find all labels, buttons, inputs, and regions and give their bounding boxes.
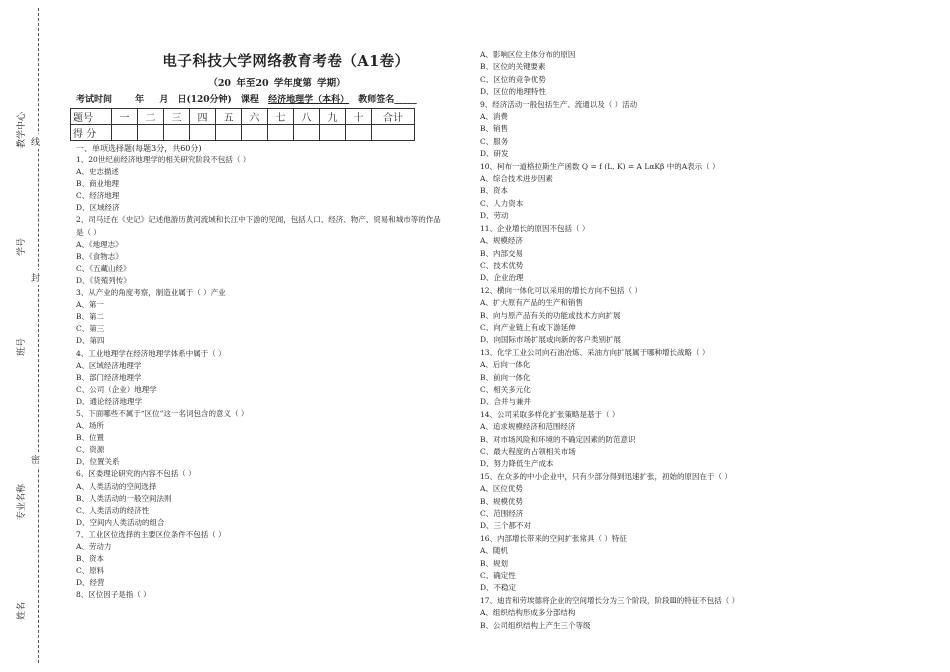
answer-option: A、区位优势 <box>480 484 523 494</box>
exam-info-line <box>76 92 462 105</box>
answer-option: B、人类活动的一般空间法则 <box>76 493 172 503</box>
score-col-4: 四 <box>190 109 216 125</box>
answer-option: A、第一 <box>76 300 104 310</box>
score-table-row2-head: 得 分 <box>71 125 112 141</box>
question-text: 6、区委理论研究的内容不包括（ ） <box>76 469 196 479</box>
score-col-total: 合计 <box>372 109 415 125</box>
answer-option: D、区位的地理特性 <box>480 87 547 97</box>
score-table-row-header <box>71 109 415 125</box>
year-label: 年 <box>135 95 145 105</box>
left-question-list <box>62 154 462 601</box>
day-label: 日(120分钟) <box>177 95 232 105</box>
answer-option: A、消费 <box>480 112 508 122</box>
answer-option: C、确定性 <box>480 571 516 581</box>
course-name: 经济地理学（本科） <box>268 95 350 105</box>
student-id-label: 学号 <box>17 237 27 256</box>
answer-option: D、通论经济地理学 <box>76 396 143 406</box>
section-title: 一、单项选择题(每题3分，共60分) <box>76 144 202 153</box>
answer-option: A、随机 <box>480 546 508 556</box>
answer-option: C、人类活动的经济性 <box>76 505 150 515</box>
score-col-9: 九 <box>320 109 346 125</box>
answer-option: B、规模优势 <box>480 496 524 506</box>
answer-option: B、向与原产品有关的功能或技术方向扩展 <box>480 310 621 320</box>
answer-option: D、经营 <box>76 578 105 588</box>
answer-option: C、最大程度的占领相关市场 <box>480 447 576 456</box>
score-col-2: 二 <box>138 109 164 125</box>
answer-option: B、区位的关键要素 <box>480 62 546 72</box>
score-col-10: 十 <box>346 109 372 125</box>
answer-option: A、区域经济地理学 <box>76 360 142 370</box>
answer-option: B、前向一体化 <box>480 372 531 382</box>
answer-option: B、资本 <box>480 186 509 196</box>
exam-subtitle: （20 年至20 学年度第 学期） <box>208 78 346 89</box>
answer-option: D、向国际市场扩展或向新的客户类别扩展 <box>480 335 622 345</box>
answer-option: D、研发 <box>480 149 509 159</box>
answer-option: A、史志描述 <box>76 167 119 177</box>
answer-option: B、资本 <box>76 554 105 564</box>
score-table <box>70 108 415 141</box>
answer-option: A、后向一体化 <box>480 360 531 370</box>
score-cell[interactable] <box>164 125 190 141</box>
score-cell[interactable] <box>190 125 216 141</box>
score-col-6: 六 <box>242 109 268 125</box>
question-text: 17、迪肯和劳埃德将企业的空间增长分为三个阶段，阶段Ⅲ的特征不包括（ ） <box>480 595 740 605</box>
binding-dashed-line <box>38 8 39 663</box>
answer-option: D、《货殖列传》 <box>76 275 131 285</box>
answer-option: B、公司组织结构上产生三个等级 <box>480 620 591 630</box>
month-label: 月 <box>159 95 169 105</box>
class-no-label: 班号 <box>17 337 27 356</box>
answer-option: D、努力降低生产成本 <box>480 459 554 469</box>
answer-option: D、企业治理 <box>480 273 524 283</box>
answer-option: D、合并与兼并 <box>480 397 532 407</box>
answer-option: B、位置 <box>76 433 105 443</box>
question-text: 5、下面哪些不属于“区位”这一名词包含的意义（ ） <box>76 408 249 418</box>
answer-option: D、劳动 <box>480 211 509 221</box>
teaching-center-label: 教学中心 <box>17 111 27 148</box>
binding-mark-line: 线 <box>31 134 40 149</box>
score-cell[interactable] <box>112 125 138 141</box>
answer-option: A、场所 <box>76 421 104 431</box>
major-name-label: 专业名称 <box>17 483 27 520</box>
answer-option: D、不稳定 <box>480 583 517 593</box>
teacher-sign: 教师签名_____ <box>358 95 417 105</box>
answer-option: A、《地理志》 <box>76 239 123 249</box>
score-col-1: 一 <box>112 109 138 125</box>
question-text: 4、工业地理学在经济地理学体系中属于（ ） <box>76 348 226 358</box>
question-text: 2、司马迁在《史记》记述他游历黄河流域和长江中下游的见闻，包括人口、经济、物产、贸易和城市等的作品 <box>76 215 441 225</box>
answer-option: D、区域经济 <box>76 203 120 213</box>
answer-option: C、人力资本 <box>480 198 524 208</box>
answer-option: C、相关多元化 <box>480 384 531 394</box>
score-cell[interactable] <box>346 125 372 141</box>
answer-option: D、三个都不对 <box>480 521 532 531</box>
answer-option: A、综合技术进步因素 <box>480 174 553 184</box>
exam-title: 电子科技大学网络教育考卷（A1卷） <box>162 53 410 70</box>
question-text: 14、公司采取多样化扩张策略是基于（ ） <box>480 409 620 419</box>
answer-option: A、劳动力 <box>76 542 112 551</box>
answer-option: A、影响区位主体分布的原因 <box>480 50 576 59</box>
question-text: 9、经济活动一般包括生产、流通以及（ ）活动 <box>480 99 638 109</box>
question-text: 3、从产业的角度考察，制造业属于（ ）产业 <box>76 288 226 298</box>
answer-option: B、销售 <box>480 124 509 134</box>
answer-option: C、向产业链上有或下游延伸 <box>480 322 576 332</box>
answer-option: C、资源 <box>76 445 105 455</box>
question-text: 是（ ） <box>76 227 101 237</box>
answer-option: C、原料 <box>76 566 105 576</box>
binding-mark-seal: 封 <box>31 270 40 285</box>
question-text: 10、柯布一道格拉斯生产函数 Q = f (L, K) = A LαKβ 中的A表示（ ） <box>480 161 720 171</box>
right-column <box>480 49 920 632</box>
answer-option: B、对市场风险和环境的不确定因素的防范意识 <box>480 434 636 444</box>
answer-option: A、人类活动的空间选择 <box>76 481 157 491</box>
binding-margin <box>0 0 56 672</box>
score-col-3: 三 <box>164 109 190 125</box>
score-cell[interactable] <box>242 125 268 141</box>
answer-option: B、部门经济地理学 <box>76 372 142 382</box>
answer-option: C、技术优势 <box>480 260 524 270</box>
score-col-5: 五 <box>216 109 242 125</box>
score-col-8: 八 <box>294 109 320 125</box>
score-col-7: 七 <box>268 109 294 125</box>
answer-option: A、规模经济 <box>480 236 523 246</box>
answer-option: D、空间内人类活动的组合 <box>76 517 165 527</box>
answer-option: B、第二 <box>76 312 105 322</box>
question-text: 13、化学工业公司向石油冶炼、采油方向扩展属于哪种增长战略（ ） <box>480 347 710 357</box>
question-text: 1、20世纪前经济地理学的相关研究阶段不包括（ ） <box>76 155 251 164</box>
exam-time-label: 考试时间 <box>76 95 113 105</box>
right-question-list <box>480 49 920 632</box>
answer-option: B、商业地理 <box>76 179 120 189</box>
question-text: 12、横向一体化可以采用的增长方向不包括（ ） <box>480 285 642 295</box>
answer-option: C、范围经济 <box>480 509 524 519</box>
question-text: 7、工业区位选择的主要区位条件不包括（ ） <box>76 529 226 539</box>
score-cell[interactable] <box>268 125 294 141</box>
question-text: 16、内部增长带来的空间扩张常具（ ）特征 <box>480 533 627 543</box>
left-column <box>62 50 462 601</box>
question-text: 11、企业增长的原因不包括（ ） <box>480 223 590 233</box>
answer-option: A、追求规模经济和范围经济 <box>480 422 576 432</box>
course-label: 课程 <box>240 95 259 105</box>
answer-option: C、公司（企业）地理学 <box>76 384 157 394</box>
answer-option: A、组织结构形成多分部结构 <box>480 608 576 618</box>
answer-option: D、位置关系 <box>76 457 120 467</box>
answer-option: C、经济地理 <box>76 191 120 201</box>
score-cell[interactable] <box>294 125 320 141</box>
answer-option: C、第三 <box>76 324 105 334</box>
answer-option: C、《五藏山经》 <box>76 263 131 273</box>
answer-option: A、扩大原有产品的生产和销售 <box>480 298 583 308</box>
score-table-row-scores <box>71 125 415 141</box>
answer-option: C、服务 <box>480 136 509 146</box>
score-cell-total[interactable] <box>372 125 415 141</box>
answer-option: C、区位的竞争优势 <box>480 74 546 84</box>
answer-option: B、《食物志》 <box>76 251 123 261</box>
question-text: 15、在众多的中小企业中，只有少部分得到迅速扩张，初始的原因在于（ ） <box>480 471 732 481</box>
answer-option: B、规划 <box>480 558 509 568</box>
score-table-row1-head: 题号 <box>71 109 112 125</box>
answer-option: D、第四 <box>76 336 105 346</box>
name-label: 姓名 <box>17 601 27 620</box>
score-cell[interactable] <box>216 125 242 141</box>
answer-option: B、内部交易 <box>480 248 524 258</box>
question-text: 8、区位因子是指（ ） <box>76 590 151 600</box>
binding-mark-secret: 密 <box>31 452 40 467</box>
score-cell[interactable] <box>138 125 164 141</box>
score-cell[interactable] <box>320 125 346 141</box>
